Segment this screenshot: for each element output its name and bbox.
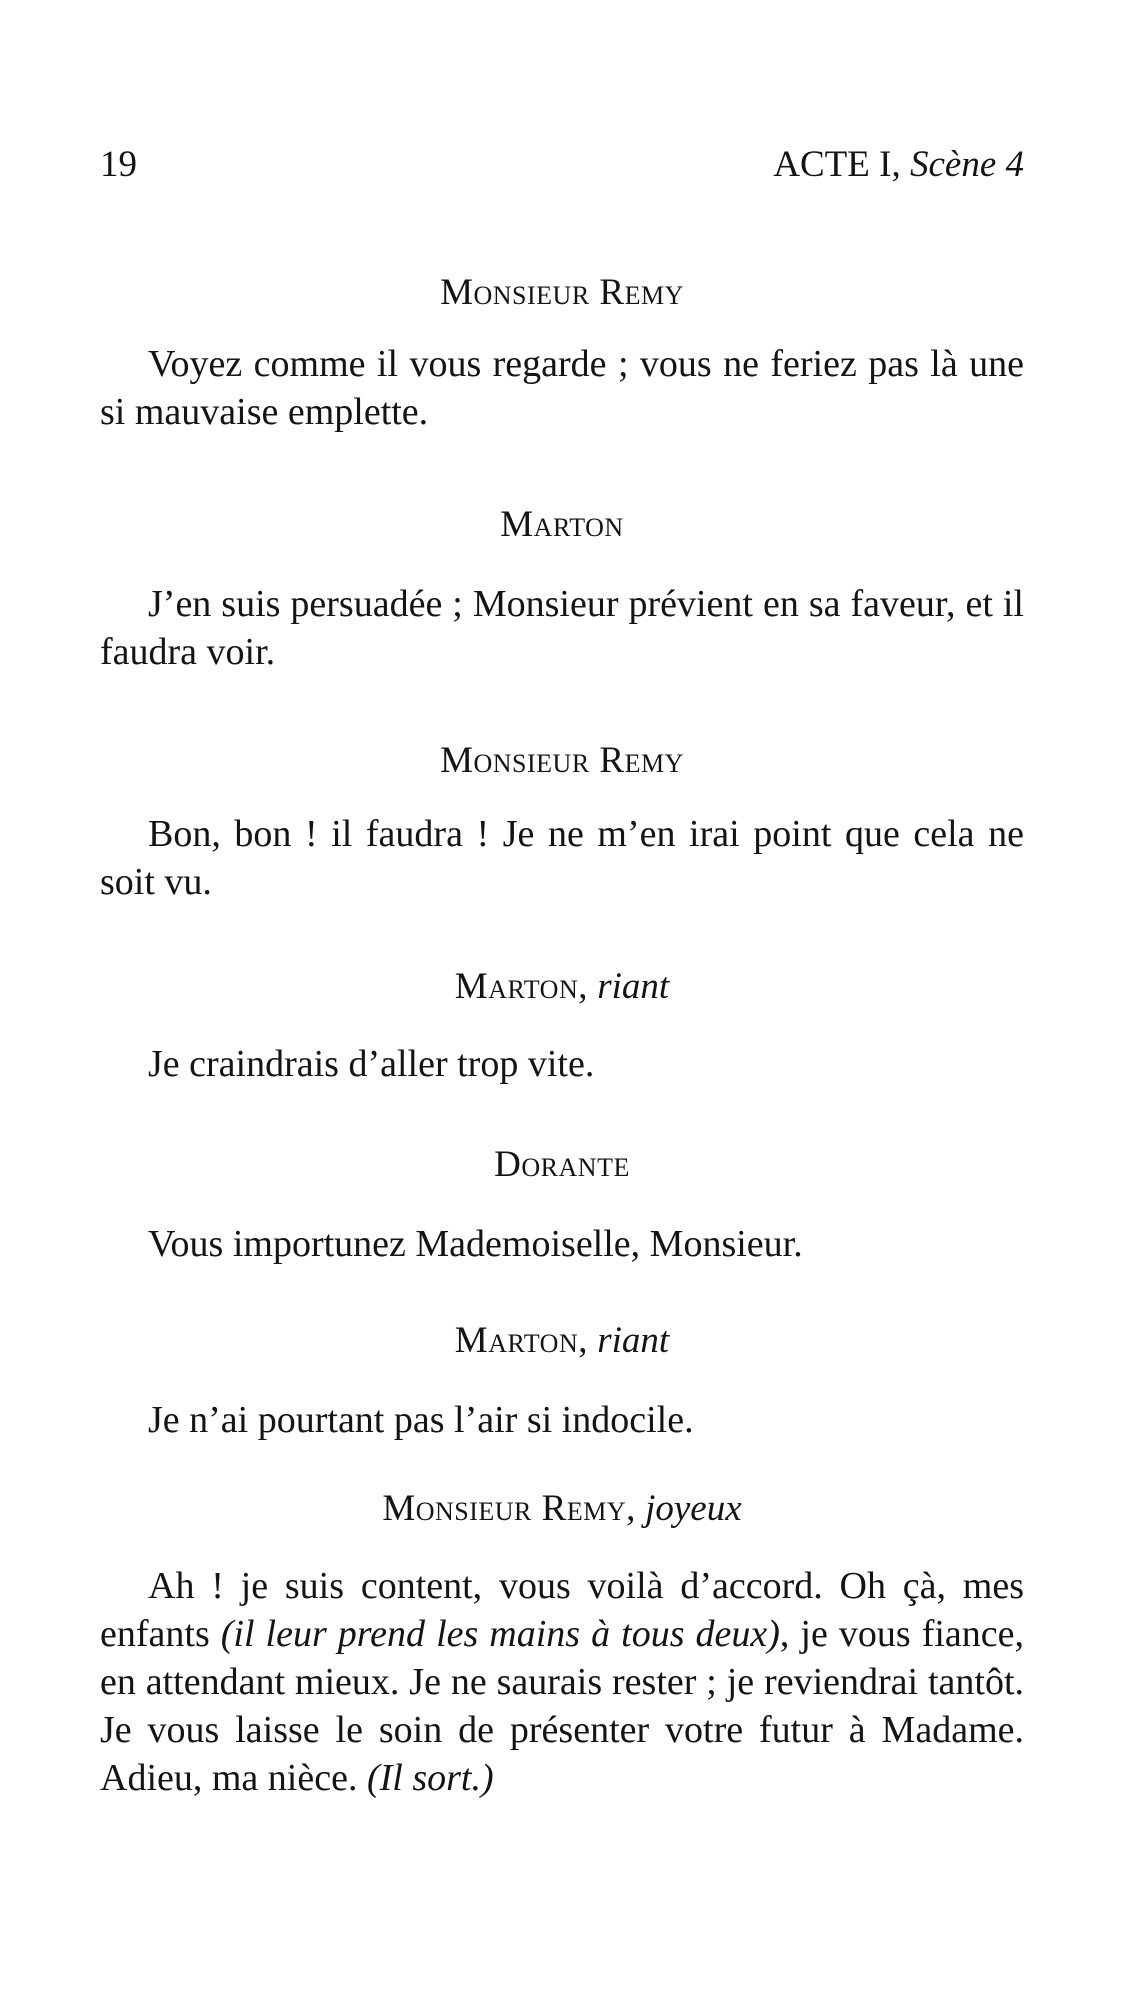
dialogue-block xyxy=(100,962,1024,1088)
inline-stage-direction: (il leur prend les mains à tous deux) xyxy=(220,1613,780,1655)
running-head xyxy=(100,140,1024,190)
dialogue-block xyxy=(100,500,1024,676)
speaker-heading xyxy=(100,962,1024,1012)
act-label: ACTE I, xyxy=(773,144,910,185)
speech-text: Bon, bon ! il faudra ! Je ne m’en irai point que cela ne soit vu. xyxy=(100,813,1024,903)
speech-segment: , je vous fiance, en attendant mieux. Je ne saurais rester ; je reviendrai tantôt. Je vous laisse le soin de présenter votre futur à Madame. Adieu, ma nièce. xyxy=(100,1613,1025,1799)
speaker-name: Dorante xyxy=(494,1144,630,1185)
dialogue-block xyxy=(100,1316,1024,1444)
speaker-name: Marton, xyxy=(454,966,588,1007)
stage-direction: riant xyxy=(597,1320,670,1361)
speaker-heading xyxy=(100,1140,1024,1190)
dialogue-block xyxy=(100,736,1024,906)
speaker-heading xyxy=(100,1316,1024,1366)
dialogue-block xyxy=(100,268,1024,436)
dialogue-block xyxy=(100,1140,1024,1268)
speaker-heading xyxy=(100,736,1024,786)
speaker-name: Marton, xyxy=(454,1320,588,1361)
speech-text: Voyez comme il vous regarde ; vous ne feriez pas là une si mauvaise emplette. xyxy=(100,343,1024,433)
speaker-heading xyxy=(100,1484,1024,1534)
inline-stage-direction: (Il sort.) xyxy=(366,1757,494,1799)
dialogue-block xyxy=(100,1484,1024,1802)
speech-text xyxy=(100,1562,1024,1802)
speech-text: Je craindrais d’aller trop vite. xyxy=(148,1043,595,1085)
speech-segment: Ah ! je suis content, vous voilà d’accord. Oh çà, mes enfants xyxy=(100,1565,1024,1655)
speech-text: Vous importunez Mademoiselle, Monsieur. xyxy=(148,1223,803,1265)
page-number: 19 xyxy=(100,144,137,185)
speaker-heading xyxy=(100,500,1024,550)
running-title xyxy=(773,140,1024,190)
scene-label: Scène 4 xyxy=(909,144,1024,185)
speaker-heading xyxy=(100,268,1024,318)
stage-direction: joyeux xyxy=(645,1488,742,1529)
speech-text: J’en suis persuadée ; Monsieur prévient en sa faveur, et il faudra voir. xyxy=(100,583,1024,673)
speaker-name: Marton xyxy=(500,504,624,545)
speaker-name: Monsieur Remy xyxy=(440,272,684,313)
speech-text: Je n’ai pourtant pas l’air si indocile. xyxy=(148,1399,694,1441)
speaker-name: Monsieur Remy xyxy=(440,740,684,781)
stage-direction: riant xyxy=(597,966,670,1007)
speaker-name: Monsieur Remy, xyxy=(382,1488,636,1529)
